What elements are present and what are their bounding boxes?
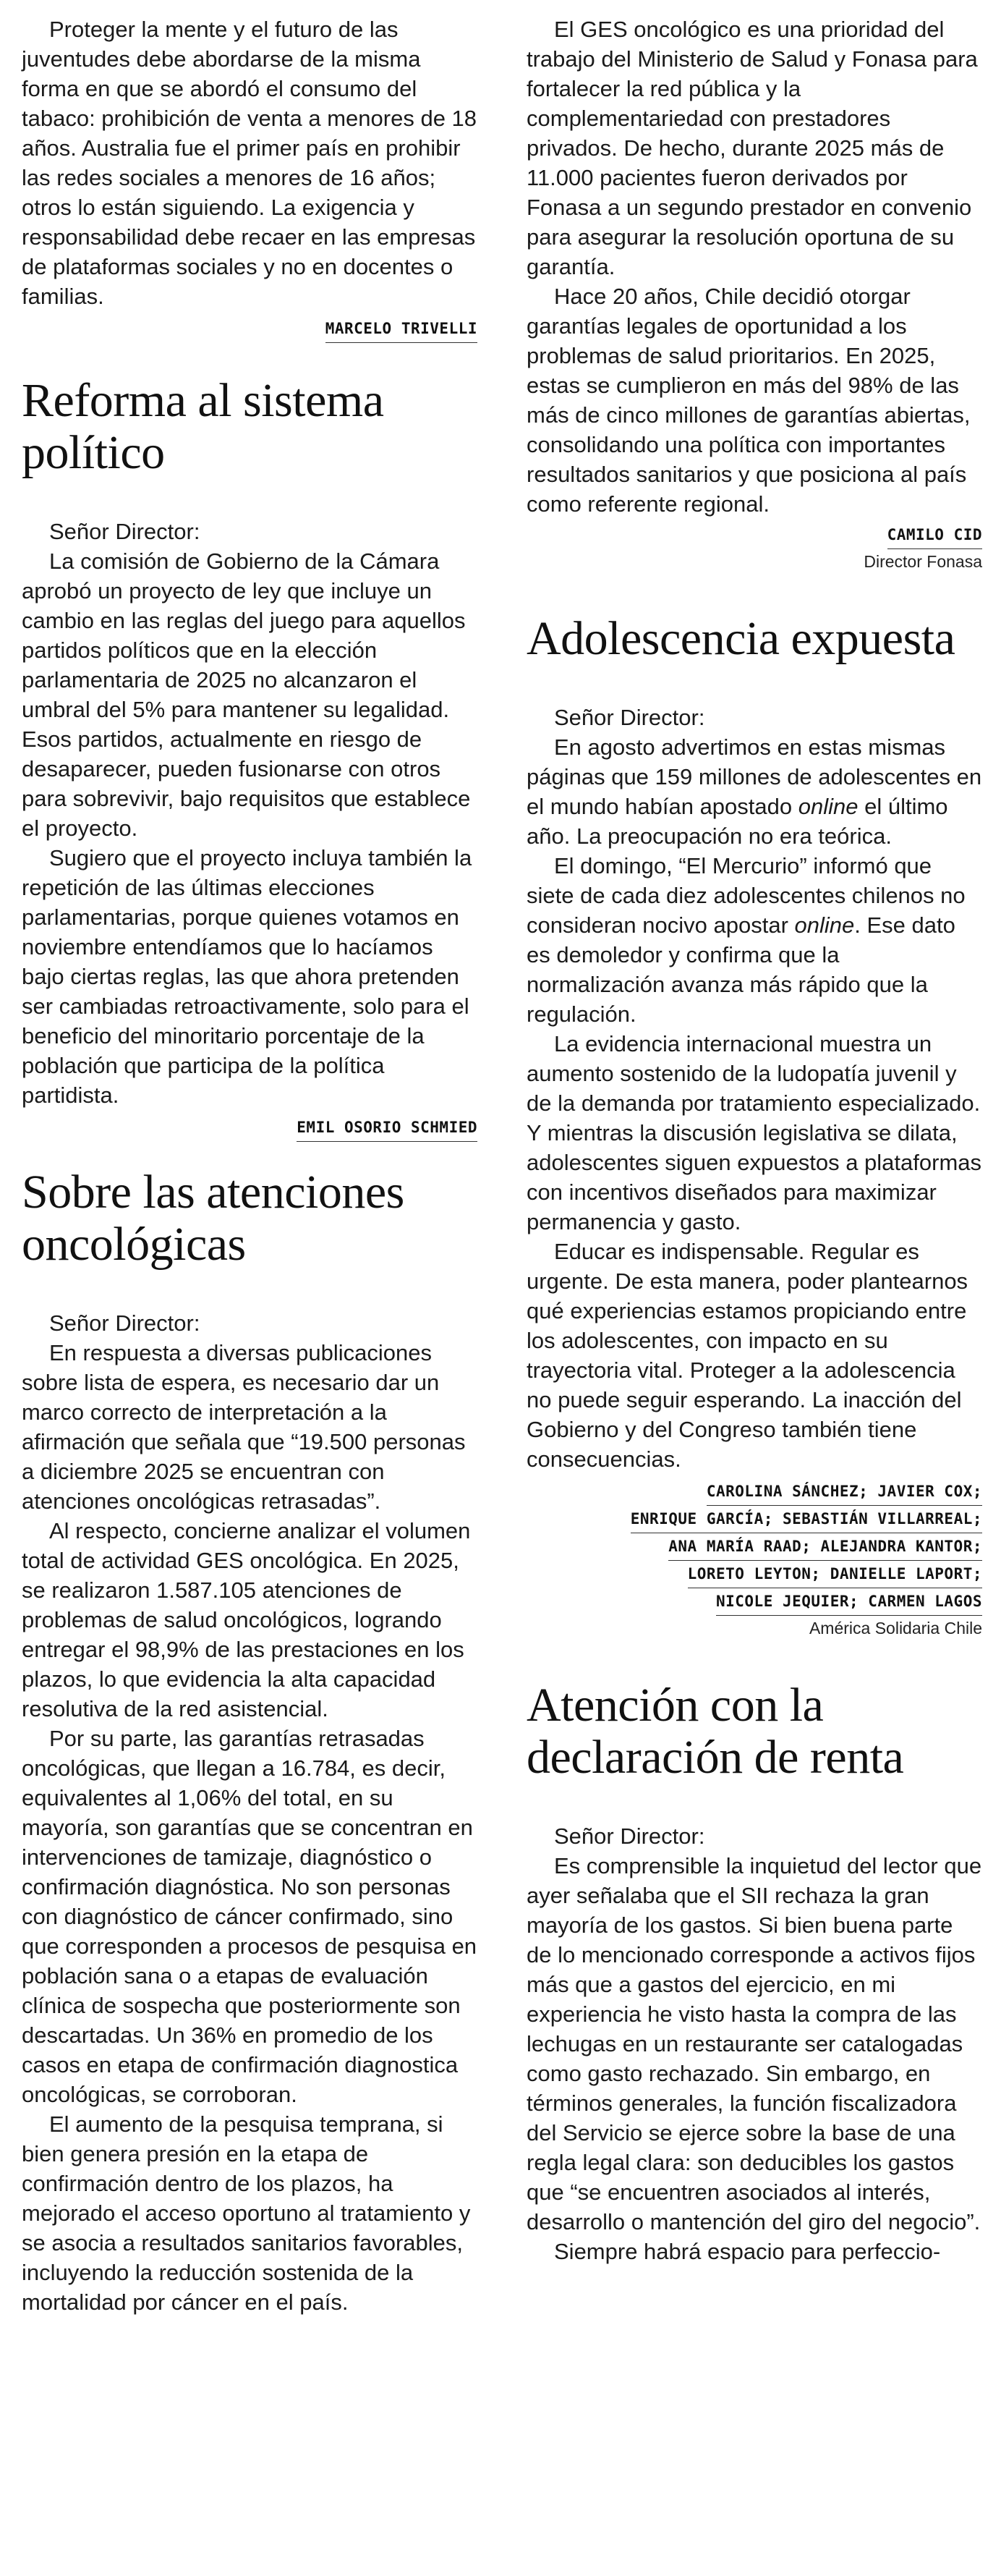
letter-signature: EMIL OSORIO SCHMIED xyxy=(297,1114,477,1142)
letter-signature: ANA MARÍA RAAD; ALEJANDRA KANTOR; xyxy=(668,1533,982,1561)
letter-signature: CAROLINA SÁNCHEZ; JAVIER COX; xyxy=(707,1478,982,1506)
emphasis-online: online xyxy=(794,912,855,938)
headline: Sobre las atenciones oncológicas xyxy=(22,1166,404,1271)
letter-paragraph: El domingo, “El Mercurio” informó que siete de cada diez adolescentes chilenos no consideran nocivo apostar online. Ese dato es demoledor y confirma que la normalización avanza más rápido que la regulación. xyxy=(527,853,966,1027)
signature-block xyxy=(527,1478,982,1616)
letter-reforma xyxy=(22,375,477,1142)
salutation: Señor Director: xyxy=(554,705,705,730)
letter-signature: NICOLE JEQUIER; CARMEN LAGOS xyxy=(716,1588,982,1616)
letter-trivelli xyxy=(22,0,477,343)
letter-oncologicas xyxy=(22,1166,477,2317)
letter-signature: MARCELO TRIVELLI xyxy=(325,315,477,343)
letter-paragraph: Es comprensible la inquietud del lector que ayer señalaba que el SII rechaza la gran mayoría de los gastos. Si bien buena parte de lo mencionado corresponde a activos fijos más que a gastos del ejercicio, en mi experiencia he visto hasta la compra de las lechugas en un restaurante ser catalogadas como gasto rechazado. Sin embargo, en términos generales, la función fiscalizadora del Servicio se ejerce sobre la base de una regla legal clara: son deducibles los gastos que “se encuentren asociados al interés, desarrollo o mantención del giro del negocio”. xyxy=(527,1853,982,2234)
headline: Atención con la declaración de renta xyxy=(527,1679,904,1784)
letter-paragraph: En agosto advertimos en estas mismas páginas que 159 millones de adolescentes en el mundo habían apostado online el último año. La preocupación no era teórica. xyxy=(527,734,982,849)
letter-paragraph: En respuesta a diversas publicaciones sobre lista de espera, es necesario dar un marco correcto de interpretación a la afirmación que señala que “19.500 personas a diciembre 2025 se encuentran con atenciones oncológicas retrasadas”. xyxy=(22,1340,466,1514)
letter-paragraph: Proteger la mente y el futuro de las juventudes debe abordarse de la misma forma en que se abordó el consumo del tabaco: prohibición de venta a menores de 18 años. Australia fue el primer país en prohibir las redes sociales a menores de 16 años; otros lo están siguiendo. La exigencia y responsabilidad debe recaer en las empresas de plataformas sociales y no en docentes o familias. xyxy=(22,17,477,309)
signer-role: América Solidaria Chile xyxy=(809,1619,982,1637)
right-column xyxy=(527,0,982,2266)
letter-signature: LORETO LEYTON; DANIELLE LAPORT; xyxy=(688,1561,982,1588)
left-column xyxy=(22,0,477,2317)
letter-renta xyxy=(527,1679,982,2266)
letter-paragraph: Hace 20 años, Chile decidió otorgar garantías legales de oportunidad a los problemas de salud prioritarios. En 2025, estas se cumplieron en más del 98% de las más de cinco millones de garantías abiertas, consolidando una política con importantes resultados sanitarios y que posiciona al país como referente regional. xyxy=(527,284,971,517)
headline: Reforma al sistema político xyxy=(22,374,384,479)
salutation: Señor Director: xyxy=(554,1823,705,1849)
letter-signature: ENRIQUE GARCÍA; SEBASTIÁN VILLARREAL; xyxy=(631,1506,982,1533)
letter-paragraph: Al respecto, concierne analizar el volumen total de actividad GES oncológica. En 2025, se realizaron 1.587.105 atenciones de problemas de salud oncológicos, logrando entregar el 98,9% de las prestaciones en los plazos, lo que evidencia la alta capacidad resolutiva de la red asistencial. xyxy=(22,1518,471,1721)
signer-role: Director Fonasa xyxy=(864,552,982,571)
letter-paragraph: El aumento de la pesquisa temprana, si bien genera presión en la etapa de confirmación dentro de los plazos, ha mejorado el acceso oportuno al tratamiento y se asocia a resultados sanitarios favorables, incluyendo la reducción sostenida de la mortalidad por cáncer en el país. xyxy=(22,2111,471,2315)
letter-paragraph: Sugiero que el proyecto incluya también la repetición de las últimas elecciones parlamentarias, porque quienes votamos en noviembre entendíamos que lo hacíamos bajo ciertas reglas, las que ahora pretenden ser cambiadas retroactivamente, solo para el beneficio del minoritario porcentaje de la población que participa de la política partidista. xyxy=(22,845,472,1108)
letter-paragraph: Educar es indispensable. Regular es urgente. De esta manera, poder plantearnos qué experiencias estamos propiciando entre los adolescentes, con impacto en su trayectoria vital. Proteger a la adolescencia no puede seguir esperando. La inacción del Gobierno y del Congreso también tiene consecuencias. xyxy=(527,1239,968,1472)
emphasis-online: online xyxy=(798,794,859,819)
letter-oncologicas-continued xyxy=(527,0,982,574)
letter-paragraph: La comisión de Gobierno de la Cámara aprobó un proyecto de ley que incluye un cambio en las reglas del juego para aquellos partidos políticos que en la elección parlamentaria de 2025 no alcanzaron el umbral del 5% para mantener su legalidad. Esos partidos, actualmente en riesgo de desaparecer, pueden fusionarse con otros para sobrevivir, bajo requisitos que establece el proyecto. xyxy=(22,548,471,841)
letter-paragraph: El GES oncológico es una prioridad del trabajo del Ministerio de Salud y Fonasa para fortalecer la red pública y la complementariedad con prestadores privados. De hecho, durante 2025 más de 11.000 pacientes fueron derivados por Fonasa a un segundo prestador en convenio para asegurar la resolución oportuna de su garantía. xyxy=(527,17,978,279)
salutation: Señor Director: xyxy=(49,519,200,544)
letter-paragraph: La evidencia internacional muestra un aumento sostenido de la ludopatía juvenil y de la demanda por tratamiento especializado. Y mientras la discusión legislativa se dilata, adolescentes siguen expuestos a plataformas con incentivos diseñados para maximizar permanencia y gasto. xyxy=(527,1031,982,1234)
letter-paragraph: Por su parte, las garantías retrasadas oncológicas, que llegan a 16.784, es decir, equivalentes al 1,06% del total, en su mayoría, son garantías que se concentran en intervenciones de tamizaje, diagnóstico o confirmación diagnóstica. No son personas con diagnóstico de cáncer confirmado, sino que corresponden a procesos de pesquisa en población sana o a etapas de evaluación clínica de sospecha que posteriormente son descartadas. Un 36% en promedio de los casos en etapa de confirmación diagnostica oncológicas, se corroboran. xyxy=(22,1726,477,2107)
letter-paragraph: Siempre habrá espacio para perfeccio- xyxy=(554,2239,941,2264)
letter-signature: CAMILO CID xyxy=(887,522,982,549)
letter-adolescencia xyxy=(527,613,982,1640)
salutation: Señor Director: xyxy=(49,1310,200,1336)
headline: Adolescencia expuesta xyxy=(527,612,955,665)
